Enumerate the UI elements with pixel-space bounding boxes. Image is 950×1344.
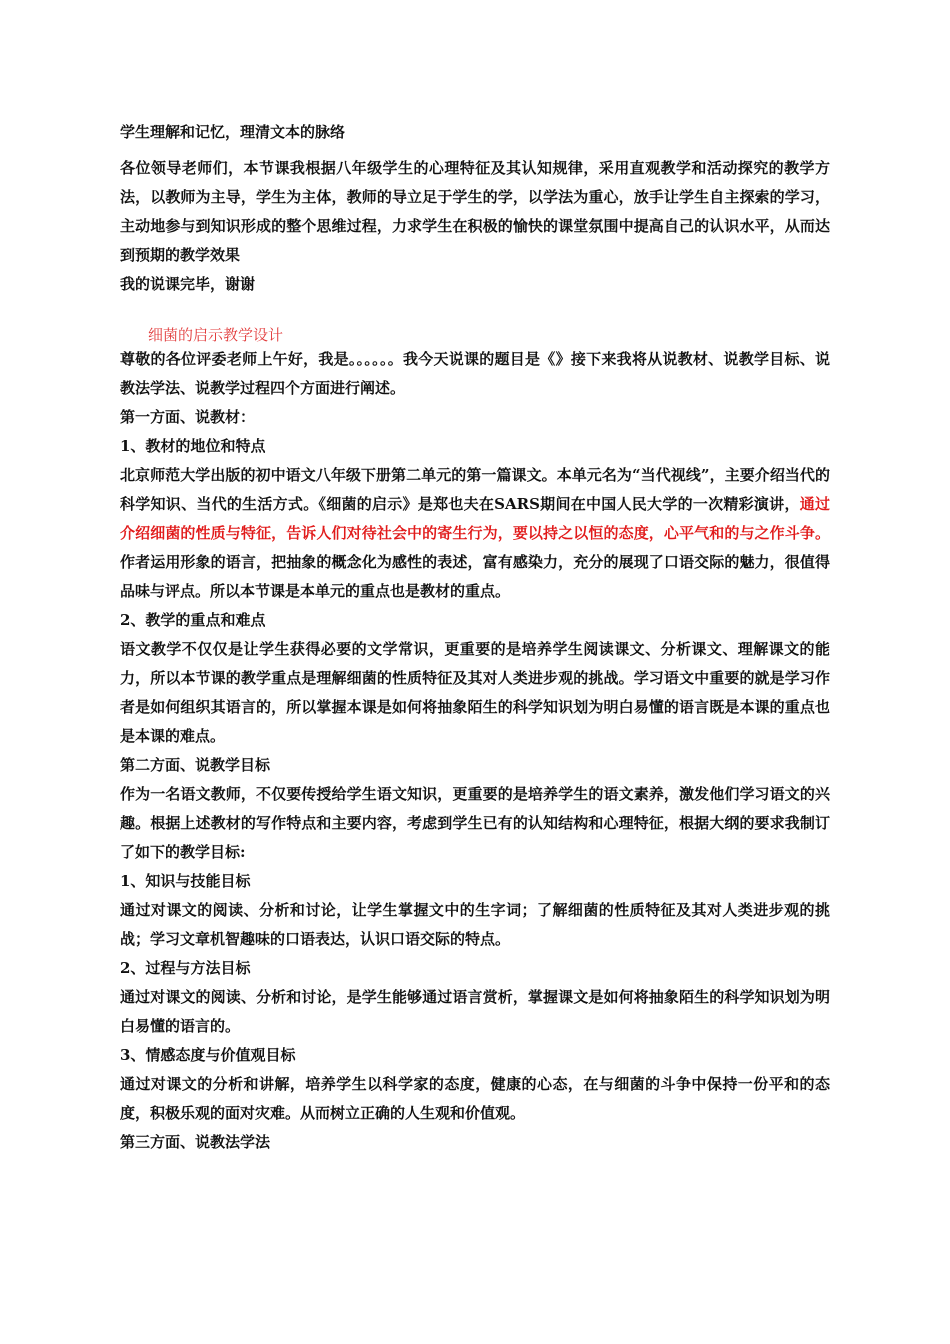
section2-sub3-heading: 3、情感态度与价值观目标 (120, 1046, 296, 1064)
section1-sub1-paragraph (120, 461, 830, 606)
document-page (120, 118, 830, 1157)
section1-sub2-heading: 2、教学的重点和难点 (120, 611, 266, 629)
section2-sub1-paragraph: 通过对课文的阅读、分析和讨论，让学生掌握文中的生字词；了解细菌的性质特征及其对人类进步观的挑战；学习文章机智趣味的口语表达，认识口语交际的特点。 (120, 901, 830, 948)
document-title: 细菌的启示教学设计 (148, 326, 284, 344)
section2-heading: 第二方面、说教学目标 (120, 756, 271, 774)
section2-paragraph: 作为一名语文教师，不仅要传授给学生语文知识，更重要的是培养学生的语文素养，激发他们学习语文的兴趣。根据上述教材的写作特点和主要内容，考虑到学生已有的认知结构和心理特征，根据大纲的要求我制订了如下的教学目标: (120, 785, 830, 861)
section2-sub2-heading: 2、过程与方法目标 (120, 959, 251, 977)
section2-sub3-paragraph: 通过对课文的分析和讲解，培养学生以科学家的态度，健康的心态，在与细菌的斗争中保持一份平和的态度，积极乐观的面对灾难。从而树立正确的人生观和价值观。 (120, 1075, 830, 1122)
section1-p1-part-a: 北京师范大学出版的初中语文八年级下册第二单元的第一篇课文。本单元名为“当代视线”，主要介绍当代的科学知识、当代的生活方式。《细菌的启示》是郑也夫在SARS期间在中国人民大学的一次精彩演讲， (120, 466, 830, 513)
top-line: 学生理解和记忆，理清文本的脉络 (120, 123, 346, 141)
section2-sub2-paragraph: 通过对课文的阅读、分析和讨论，是学生能够通过语言赏析，掌握课文是如何将抽象陌生的科学知识划为明白易懂的语言的。 (120, 988, 830, 1035)
section1-heading: 第一方面、说教材： (120, 408, 256, 426)
section2-sub1-heading: 1、知识与技能目标 (120, 872, 251, 890)
closing-line: 我的说课完毕，谢谢 (120, 275, 256, 293)
intro-paragraph: 尊敬的各位评委老师上午好，我是。。。。。。我今天说课的题目是《》接下来我将从说教材、说教学目标、说教法学法、说教学过程四个方面进行阐述。 (120, 350, 830, 397)
top-paragraph: 各位领导老师们，本节课我根据八年级学生的心理特征及其认知规律，采用直观教学和活动探究的教学方法，以教师为主导，学生为主体，教师的导立足于学生的学，以学法为重心，放手让学生自主探索的学习，主动地参与到知识形成的整个思维过程，力求学生在积极的愉快的课堂氛围中提高自己的认识水平，从而达到预期的教学效果 (120, 159, 830, 264)
section1-sub2-paragraph: 语文教学不仅仅是让学生获得必要的文学常识，更重要的是培养学生阅读课文、分析课文、理解课文的能力，所以本节课的教学重点是理解细菌的性质特征及其对人类进步观的挑战。学习语文中重要的就是学习作者是如何组织其语言的，所以掌握本课是如何将抽象陌生的科学知识划为明白易懂的语言既是本课的重点也是本课的难点。 (120, 640, 830, 745)
section1-sub1-heading: 1、教材的地位和特点 (120, 437, 266, 455)
section1-p1-highlight: 通过介绍细菌的性质与特征，告诉人们对待社会中的寄生行为，要以持之以恒的态度，心平气和的与之作斗争。 (120, 495, 830, 542)
section3-heading: 第三方面、说教法学法 (120, 1133, 271, 1151)
section1-p1-part-b: 作者运用形象的语言，把抽象的概念化为感性的表述，富有感染力，充分的展现了口语交际的魅力，很值得品味与评点。所以本节课是本单元的重点也是教材的重点。 (120, 553, 830, 600)
